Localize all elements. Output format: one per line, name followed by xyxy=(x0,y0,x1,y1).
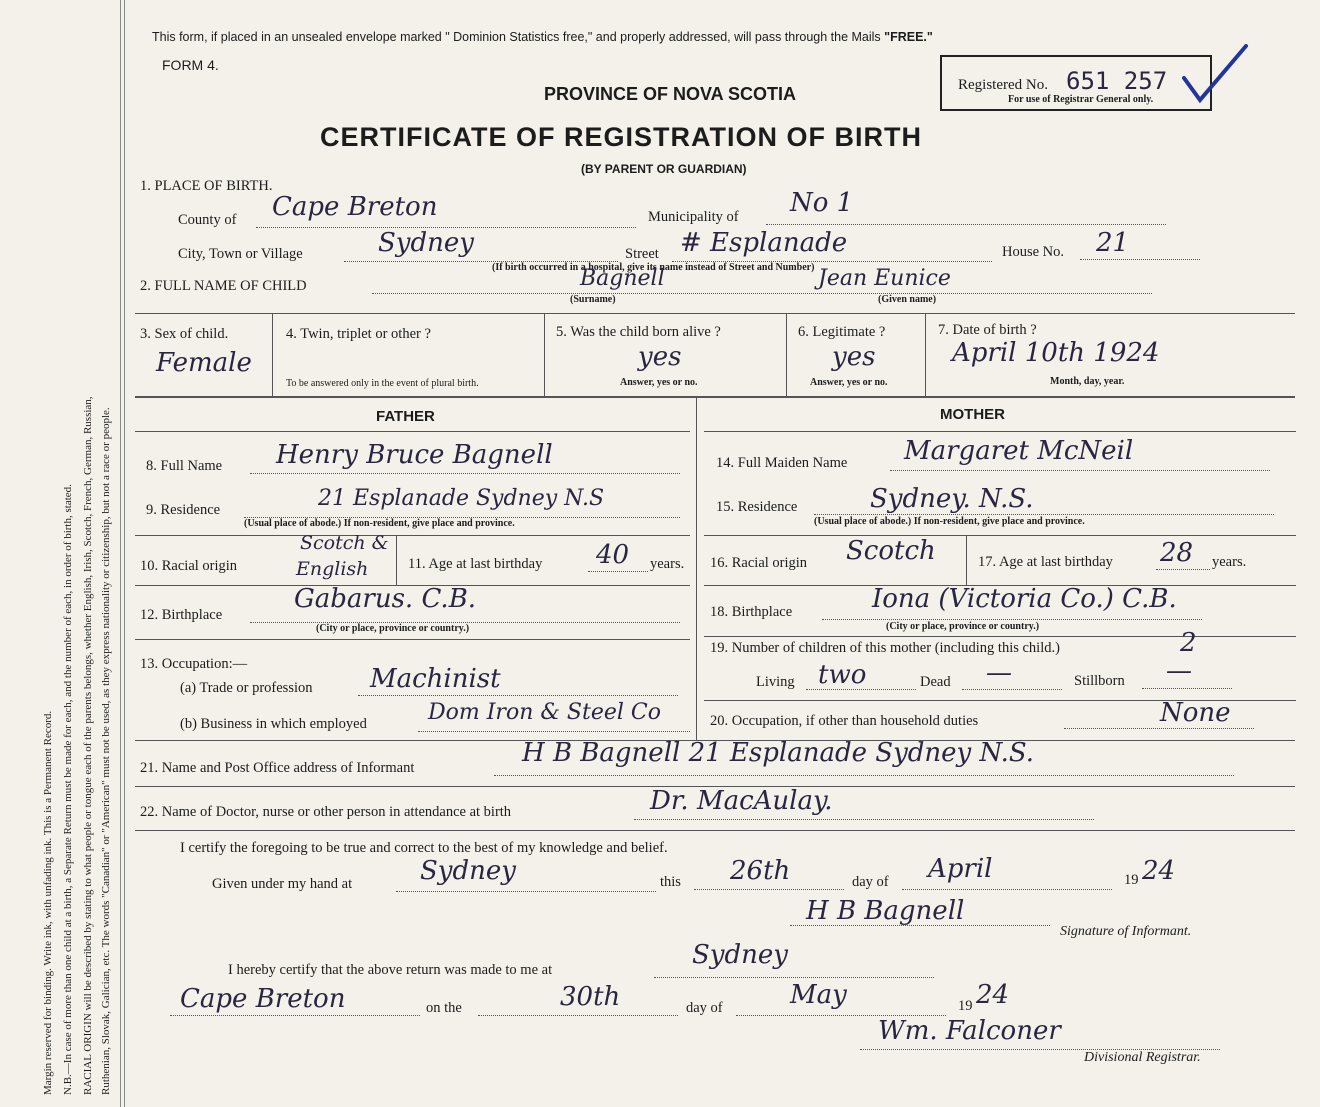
father-business-line xyxy=(418,730,690,732)
stillborn-line xyxy=(1142,687,1232,689)
mother-age-line xyxy=(1156,568,1210,570)
year-value: 24 xyxy=(1142,856,1176,886)
mother-residence-note: (Usual place of abode.) If non-resident, give place and province. xyxy=(814,516,1085,527)
father-residence-note: (Usual place of abode.) If non-resident, give place and province. xyxy=(244,518,515,529)
margin-rule-2 xyxy=(124,0,125,1107)
child-name-label: 2. FULL NAME OF CHILD xyxy=(140,278,307,294)
mother-name-value: Margaret McNeil xyxy=(904,436,1134,466)
reg-year-value: 24 xyxy=(976,980,1010,1010)
registered-note: For use of Registrar General only. xyxy=(1008,94,1154,105)
informant-line xyxy=(494,774,1234,776)
father-name-label: 8. Full Name xyxy=(146,458,223,474)
father-business-label: (b) Business in which employed xyxy=(180,716,367,732)
reg-place-value: Cape Breton xyxy=(180,984,346,1014)
father-birthplace-label: 12. Birthplace xyxy=(140,607,223,623)
row-rule xyxy=(704,431,1296,432)
house-value: 21 xyxy=(1096,228,1130,258)
column-rule xyxy=(966,535,967,585)
father-name-value: Henry Bruce Bagnell xyxy=(276,440,553,470)
children-count-label: 19. Number of children of this mother (including this child.) xyxy=(710,640,1060,656)
father-residence-value: 21 Esplanade Sydney N.S xyxy=(318,486,605,511)
mother-age-label: 17. Age at last birthday xyxy=(978,554,1113,570)
this-label: this xyxy=(660,874,681,890)
dead-label: Dead xyxy=(920,674,951,690)
dead-line xyxy=(962,688,1062,690)
father-residence-label: 9. Residence xyxy=(146,502,221,518)
registered-number: 651 257 xyxy=(1066,67,1168,95)
registered-label: Registered No. xyxy=(958,77,1048,93)
month-value: April xyxy=(928,854,993,884)
child-surname-value: Bagnell xyxy=(580,266,665,291)
father-trade-value: Machinist xyxy=(370,664,501,694)
row-rule xyxy=(704,535,1296,536)
hereby-place-value: Sydney xyxy=(692,940,788,970)
twin-note: To be answered only in the event of plural birth. xyxy=(286,378,479,389)
house-label: House No. xyxy=(1002,244,1065,260)
municipality-line xyxy=(766,223,1166,225)
column-rule xyxy=(925,313,926,396)
sex-value: Female xyxy=(156,348,252,378)
father-age-label: 11. Age at last birthday xyxy=(408,556,543,572)
mother-age-value: 28 xyxy=(1160,538,1194,568)
mother-name-line xyxy=(890,469,1270,471)
father-trade-label: (a) Trade or profession xyxy=(180,680,313,696)
sex-label: 3. Sex of child. xyxy=(140,326,229,342)
month-line xyxy=(902,888,1112,890)
section-rule xyxy=(135,396,1295,398)
child-name-line xyxy=(372,292,1152,294)
place-heading: 1. PLACE OF BIRTH. xyxy=(140,178,273,194)
column-rule xyxy=(272,313,273,396)
alive-value: yes xyxy=(638,342,682,372)
column-rule xyxy=(544,313,545,396)
mother-occupation-label: 20. Occupation, if other than household duties xyxy=(710,713,979,729)
municipality-value: No 1 xyxy=(790,188,854,218)
mother-birthplace-line xyxy=(822,618,1202,620)
doctor-line xyxy=(634,818,1094,820)
dob-label: 7. Date of birth ? xyxy=(938,322,1037,338)
checkmark-icon xyxy=(1180,40,1250,110)
stillborn-label: Stillborn xyxy=(1074,673,1125,689)
dead-value: — xyxy=(986,658,1012,688)
reg-dayof-label: day of xyxy=(686,1000,723,1016)
mail-notice: This form, if placed in an unsealed envelope marked " Dominion Statistics free," and properly addressed, will pass through the Mails "FREE." xyxy=(152,30,933,44)
reg-month-value: May xyxy=(790,980,847,1010)
county-value: Cape Breton xyxy=(272,192,438,222)
section-rule xyxy=(135,313,1295,314)
twin-label: 4. Twin, triplet or other ? xyxy=(286,326,431,342)
column-rule xyxy=(396,535,397,585)
county-label: County of xyxy=(178,212,237,228)
margin-rule xyxy=(120,0,121,1107)
row-rule xyxy=(135,431,690,432)
day-line xyxy=(694,888,844,890)
registrar-signature: Wm. Falconer xyxy=(878,1016,1061,1046)
mother-race-value: Scotch xyxy=(846,536,936,566)
father-business-value: Dom Iron & Steel Co xyxy=(428,700,661,725)
father-race-value-1: Scotch & xyxy=(300,532,389,554)
legitimate-note: Answer, yes or no. xyxy=(810,377,888,388)
form-number: FORM 4. xyxy=(162,57,219,73)
given-note: (Given name) xyxy=(878,294,937,305)
father-race-label: 10. Racial origin xyxy=(140,558,238,574)
page-subtitle: (BY PARENT OR GUARDIAN) xyxy=(581,162,747,176)
reg-day-value: 30th xyxy=(560,982,621,1012)
hospital-note: (If birth occurred in a hospital, give its name instead of Street and Number) xyxy=(492,262,815,273)
children-count-value: 2 xyxy=(1180,628,1197,658)
day-value: 26th xyxy=(730,856,791,886)
mother-birthplace-label: 18. Birthplace xyxy=(710,604,793,620)
margin-note-1: Margin reserved for binding. Write ink, with unfading ink. This is a Permanent Record. xyxy=(42,710,54,1095)
mother-birthplace-value: Iona (Victoria Co.) C.B. xyxy=(872,584,1177,614)
margin-note-3: RACIAL ORIGIN will be described by stating to what people or tongue each of the parents belongs, whether English, Irish, Scotch, French, German, Russian, xyxy=(82,396,94,1095)
mother-occupation-value: None xyxy=(1160,698,1231,728)
father-race-value-2: English xyxy=(296,558,369,580)
registrar-label: Divisional Registrar. xyxy=(1084,1050,1201,1065)
reg-year-prefix: 19 xyxy=(958,998,973,1014)
father-birthplace-value: Gabarus. C.B. xyxy=(294,584,477,614)
page-title: CERTIFICATE OF REGISTRATION OF BIRTH xyxy=(320,122,922,152)
registered-box xyxy=(940,55,1212,111)
mother-residence-value: Sydney. N.S. xyxy=(870,484,1034,514)
living-value: two xyxy=(818,660,867,690)
hereby-place-line xyxy=(654,976,934,978)
father-age-line xyxy=(588,570,648,572)
mother-age-unit: years. xyxy=(1212,554,1247,570)
surname-note: (Surname) xyxy=(570,294,616,305)
mother-name-label: 14. Full Maiden Name xyxy=(716,455,848,471)
father-trade-line xyxy=(358,694,678,696)
child-given-value: Jean Eunice xyxy=(818,266,951,291)
column-rule xyxy=(786,313,787,396)
given-place-line xyxy=(396,890,656,892)
father-heading: FATHER xyxy=(376,408,435,425)
dob-value: April 10th 1924 xyxy=(952,338,1160,368)
father-age-value: 40 xyxy=(596,540,630,570)
doctor-label: 22. Name of Doctor, nurse or other person in attendance at birth xyxy=(140,804,512,820)
given-place-value: Sydney xyxy=(420,856,516,886)
informant-label: 21. Name and Post Office address of Informant xyxy=(140,760,415,776)
mother-heading: MOTHER xyxy=(940,406,1005,423)
dob-note: Month, day, year. xyxy=(1050,376,1125,387)
street-value: # Esplanade xyxy=(680,228,848,258)
legitimate-value: yes xyxy=(832,342,876,372)
row-rule xyxy=(704,636,1296,637)
mother-residence-label: 15. Residence xyxy=(716,499,798,515)
mother-race-label: 16. Racial origin xyxy=(710,555,808,571)
street-label: Street xyxy=(625,246,659,262)
living-label: Living xyxy=(756,674,795,690)
house-line xyxy=(1080,258,1200,260)
row-rule xyxy=(135,639,690,640)
province-heading: PROVINCE OF NOVA SCOTIA xyxy=(544,84,797,104)
reg-day-line xyxy=(478,1014,678,1016)
row-rule xyxy=(135,830,1295,831)
mother-birthplace-note: (City or place, province or country.) xyxy=(886,621,1040,632)
dayof-label: day of xyxy=(852,874,889,890)
city-value: Sydney xyxy=(378,228,474,258)
margin-note-2: N.B.—In case of more than one child at a birth, a Separate Return must be made for each, and the number of each, in order of birth, stated. xyxy=(62,484,74,1095)
doctor-value: Dr. MacAulay. xyxy=(650,786,833,816)
year-prefix: 19 xyxy=(1124,872,1139,888)
certify-statement: I certify the foregoing to be true and correct to the best of my knowledge and belief. xyxy=(180,840,668,856)
reg-place-line xyxy=(170,1014,420,1016)
father-occupation-label: 13. Occupation:— xyxy=(140,656,248,672)
margin-note-4: Ruthenian, Slovak, Galician, etc. The words "Canadian" or "American" must not be used, as they express nationality or citizenship, but not a race or people. xyxy=(100,407,112,1095)
city-label: City, Town or Village xyxy=(178,246,303,262)
binding-margin xyxy=(0,0,118,1107)
alive-note: Answer, yes or no. xyxy=(620,377,698,388)
informant-signature-label: Signature of Informant. xyxy=(1060,924,1192,939)
center-rule xyxy=(696,398,697,740)
father-birthplace-note: (City or place, province or country.) xyxy=(316,623,470,634)
row-rule xyxy=(135,535,690,536)
father-age-unit: years. xyxy=(650,556,685,572)
stillborn-value: — xyxy=(1166,656,1192,686)
hereby-statement: I hereby certify that the above return was made to me at xyxy=(228,962,553,978)
given-label: Given under my hand at xyxy=(212,876,353,892)
on-the-label: on the xyxy=(426,1000,462,1016)
municipality-label: Municipality of xyxy=(648,209,739,225)
informant-value: H B Bagnell 21 Esplanade Sydney N.S. xyxy=(522,738,1034,768)
alive-label: 5. Was the child born alive ? xyxy=(556,324,721,340)
father-name-line xyxy=(250,472,680,474)
legitimate-label: 6. Legitimate ? xyxy=(798,324,886,340)
informant-signature: H B Bagnell xyxy=(806,896,965,926)
